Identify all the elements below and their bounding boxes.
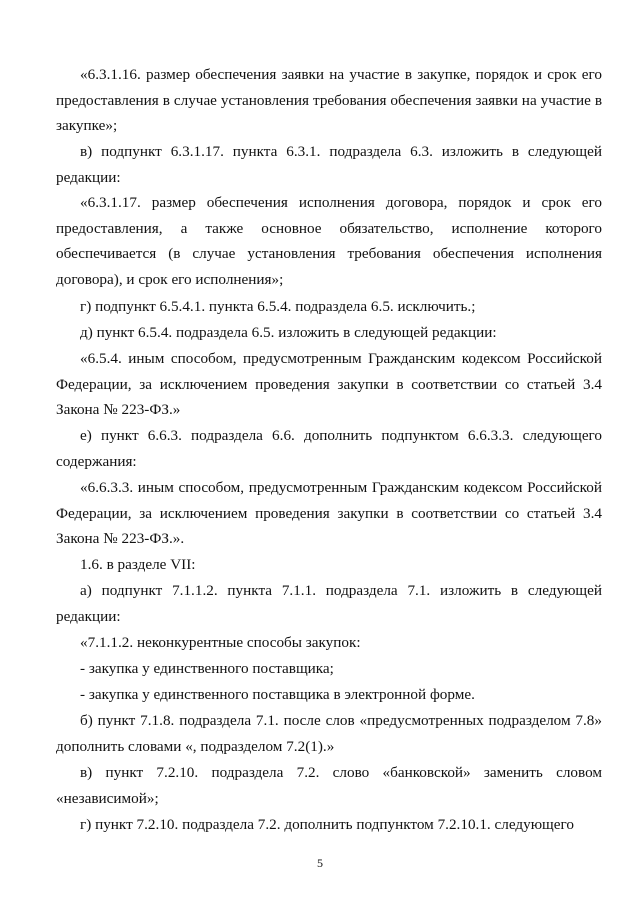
- paragraph-6-3-1-16: «6.3.1.16. размер обеспечения заявки на участие в закупке, порядок и срок его предоставления в случае установления требования обеспечения заявки на участие в закупке»;: [56, 66, 602, 135]
- paragraph-item-d: д) пункт 6.5.4. подраздела 6.5. изложить в следующей редакции:: [80, 324, 497, 341]
- list-item-single-supplier-electronic: - закупка у единственного поставщика в электронной форме.: [80, 686, 475, 703]
- list-item-single-supplier: - закупка у единственного поставщика;: [80, 660, 334, 677]
- paragraph-item-g: г) подпункт 6.5.4.1. пункта 6.5.4. подраздела 6.5. исключить.;: [80, 298, 476, 315]
- paragraph-7-1-1-2: «7.1.1.2. неконкурентные способы закупок:: [80, 634, 361, 651]
- paragraph-item-e: е) пункт 6.6.3. подраздела 6.6. дополнить подпунктом 6.6.3.3. следующего содержания:: [56, 427, 602, 470]
- paragraph-6-6-3-3: «6.6.3.3. иным способом, предусмотренным Гражданским кодексом Российской Федерации, за исключением проведения закупки в соответствии со статьей 3.4 Закона № 223-ФЗ.».: [56, 479, 602, 548]
- section-heading-1-6: 1.6. в разделе VII:: [80, 556, 196, 573]
- paragraph-item-b: б) пункт 7.1.8. подраздела 7.1. после слов «предусмотренных подразделом 7.8» дополнить словами «, подразделом 7.2(1).»: [56, 712, 602, 755]
- page-number: 5: [317, 856, 323, 870]
- paragraph-item-v: в) подпункт 6.3.1.17. пункта 6.3.1. подраздела 6.3. изложить в следующей редакции:: [56, 143, 602, 186]
- paragraph-item-v-7-2-10: в) пункт 7.2.10. подраздела 7.2. слово «банковской» заменить словом «независимой»;: [56, 764, 602, 807]
- paragraph-6-5-4: «6.5.4. иным способом, предусмотренным Гражданским кодексом Российской Федерации, за исключением проведения закупки в соответствии со статьей 3.4 Закона № 223-ФЗ.»: [56, 350, 602, 419]
- paragraph-item-g-7-2-10: г) пункт 7.2.10. подраздела 7.2. дополнить подпунктом 7.2.10.1. следующего: [80, 816, 574, 833]
- paragraph-6-3-1-17: «6.3.1.17. размер обеспечения исполнения договора, порядок и срок его предоставления, а также основное обязательство, исполнение которого обеспечивается (в случае установления требования обеспечения исполнения договора), и срок его исполнения»;: [56, 194, 602, 288]
- paragraph-item-a: а) подпункт 7.1.1.2. пункта 7.1.1. подраздела 7.1. изложить в следующей редакции:: [56, 582, 602, 625]
